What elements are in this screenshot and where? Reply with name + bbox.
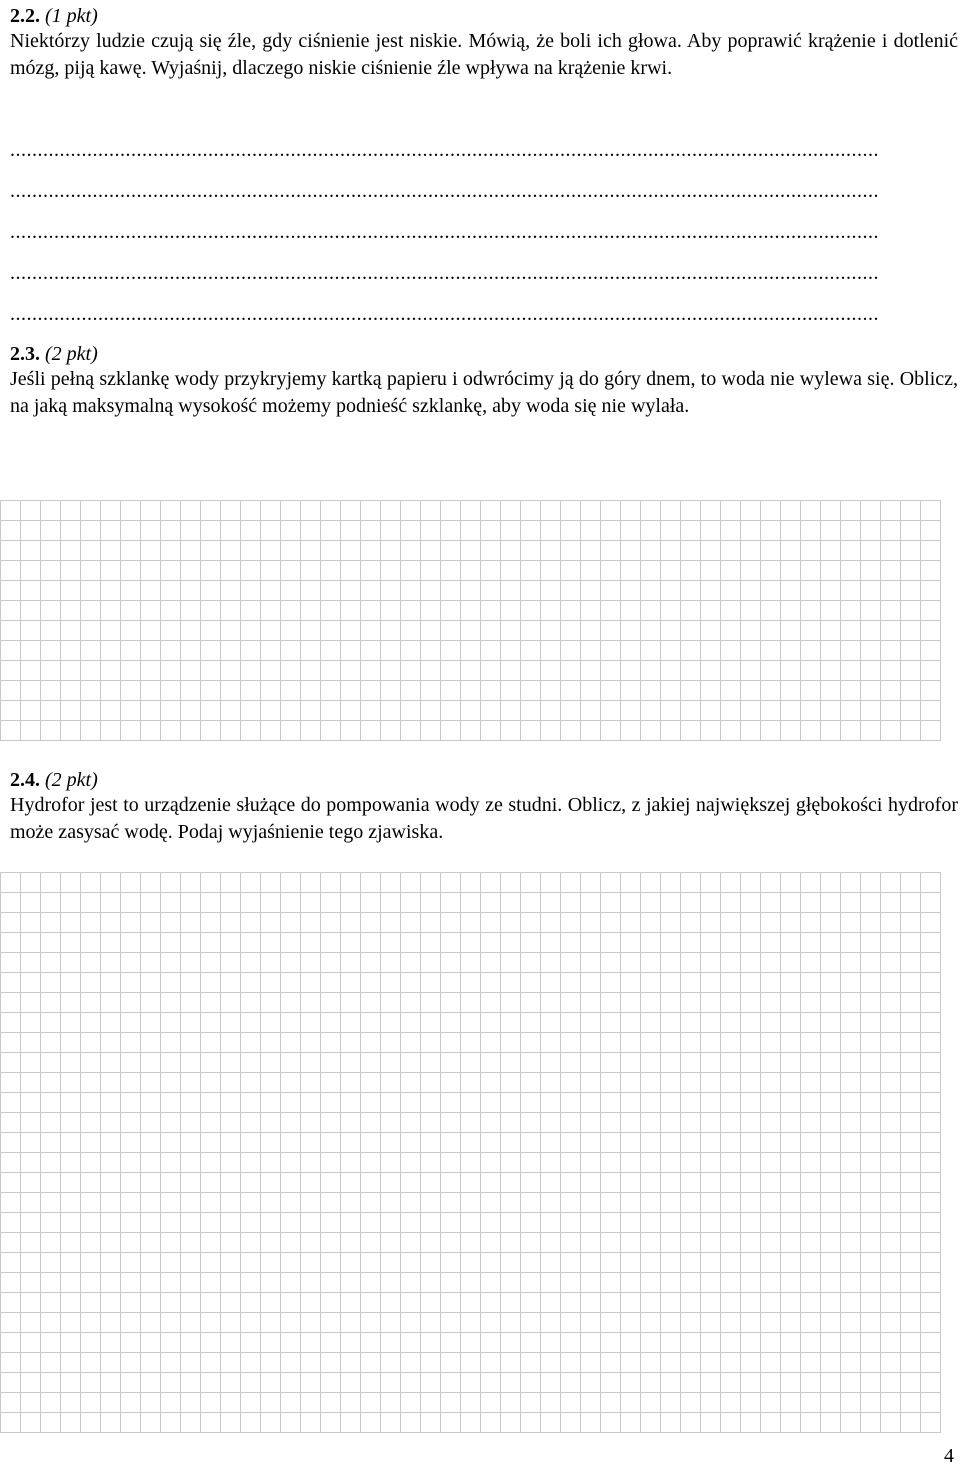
question-text: Hydrofor jest to urządzenie służące do pompowania wody ze studni. Oblicz, z jakiej największej głębokości hydrofor może zasysać wodę. Podaj wyjaśnienie tego zjawiska. <box>10 794 958 843</box>
answer-grid[interactable] <box>0 872 941 1433</box>
answer-line[interactable]: .............................................................................................................................................................. <box>10 181 879 201</box>
page-number: 4 <box>944 1445 954 1467</box>
answer-line[interactable]: .............................................................................................................................................................. <box>10 140 879 160</box>
question-2-3 <box>10 342 958 420</box>
question-points: (1 pkt) <box>45 5 98 27</box>
question-number: 2.3. <box>10 343 40 365</box>
question-header <box>10 768 958 792</box>
answer-grid[interactable] <box>0 500 941 741</box>
answer-line[interactable]: .............................................................................................................................................................. <box>10 263 879 283</box>
answer-line[interactable]: .............................................................................................................................................................. <box>10 304 879 324</box>
question-text: Jeśli pełną szklankę wody przykryjemy kartką papieru i odwrócimy ją do góry dnem, to woda nie wylewa się. Oblicz, na jaką maksymalną wysokość możemy podnieść szklankę, aby woda się nie wylała. <box>10 368 958 417</box>
question-2-4 <box>10 768 958 846</box>
question-2-2 <box>10 4 958 82</box>
question-points: (2 pkt) <box>45 343 98 365</box>
question-number: 2.2. <box>10 5 40 27</box>
question-number: 2.4. <box>10 769 40 791</box>
question-header <box>10 342 958 366</box>
question-points: (2 pkt) <box>45 769 98 791</box>
question-text: Niektórzy ludzie czują się źle, gdy ciśnienie jest niskie. Mówią, że boli ich głowa. Aby poprawić krążenie i dotlenić mózg, piją kawę. Wyjaśnij, dlaczego niskie ciśnienie źle wpływa na krążenie krwi. <box>10 30 958 79</box>
answer-line[interactable]: .............................................................................................................................................................. <box>10 222 879 242</box>
question-header <box>10 4 958 28</box>
